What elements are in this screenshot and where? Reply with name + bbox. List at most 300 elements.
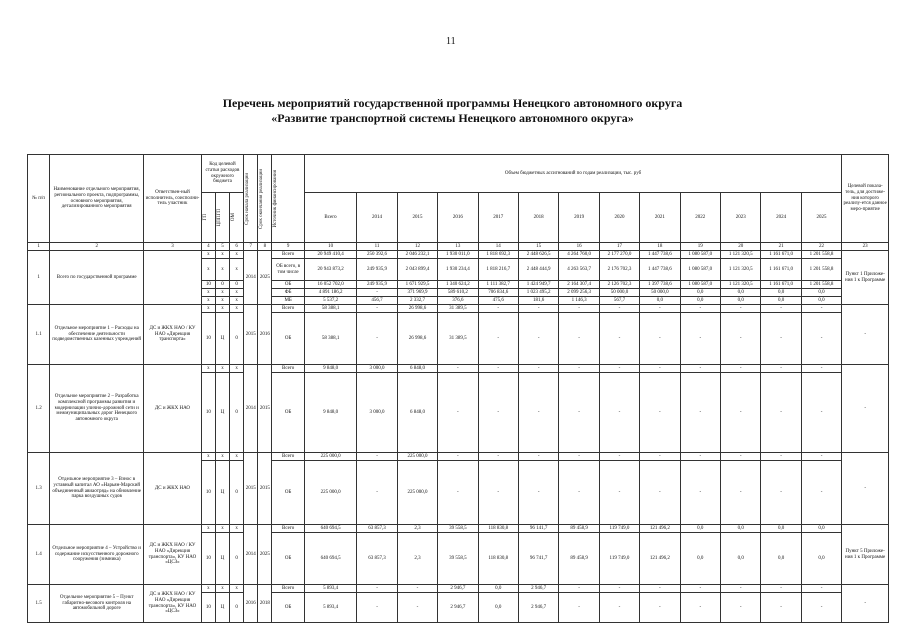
ppgp-code: х [215,297,229,305]
column-number: 23 [842,243,889,251]
year-value: 2 164 307,4 [559,281,599,289]
year-value: 2 126 702,3 [599,281,639,289]
executor: ДС и ЖКХ НАО [144,365,202,453]
gp-code: х [201,289,215,297]
year-value: 0,0 [478,585,518,593]
year-value: - [357,593,397,623]
funding-source: ОБ [272,281,304,289]
gp-code: 10 [201,593,215,623]
year-value: 2 448 444,9 [518,259,558,281]
year-value: 181,6 [518,297,558,305]
gp-code: х [201,297,215,305]
year-value: 0,0 [720,297,760,305]
year-value: - [680,585,720,593]
year-value: 0,0 [680,297,720,305]
year-value: - [518,365,558,373]
year-value: - [680,313,720,365]
year-value: - [720,585,760,593]
header-end: Срок окончания реализации [258,155,272,243]
target-indicator: - [842,305,889,365]
header-indicator: Целевой показа-тель, для достиже-ния которого реализу-ется данное меро-приятие [842,155,889,243]
year-value: 1 161 671,0 [761,251,801,259]
header-gp: ГП [201,193,215,243]
end-year: 2016 [258,305,272,365]
year-value: 1 080 587,0 [680,251,720,259]
column-number: 19 [680,243,720,251]
column-number: 6 [230,243,244,251]
year-value: 26 998,6 [397,305,437,313]
year-value: 0,0 [801,525,842,533]
start-year: 2016 [244,585,258,623]
year-value: 63 857,3 [357,533,397,585]
year-value: - [720,461,760,525]
header-year: 2017 [478,193,518,243]
ppgp-code: х [215,525,229,533]
year-value: - [801,305,842,313]
end-year: 2015 [258,365,272,453]
funding-source: ОБ [272,533,304,585]
end-year: 2025 [258,525,272,585]
header-year: 2023 [720,193,760,243]
year-value: - [680,461,720,525]
gp-code: х [201,305,215,313]
year-value: 1 340 624,2 [438,281,478,289]
year-value: - [397,585,437,593]
year-value: 1 080 587,0 [680,281,720,289]
total-value: 58 388,1 [304,313,357,365]
row-number: 1.1 [28,305,50,365]
year-value: - [761,585,801,593]
year-value: 250 392,6 [357,251,397,259]
total-value: 20 949 410,4 [304,251,357,259]
column-number: 5 [215,243,229,251]
year-value: 39 558,5 [438,525,478,533]
year-value: 1 161 671,0 [761,259,801,281]
year-value: - [761,461,801,525]
year-value: 63 857,3 [357,525,397,533]
executor: ДС и ЖКХ НАО / КУ НАО «Дирекция транспорта», КУ НАО «ЦСЗ» [144,585,202,623]
year-value: - [357,305,397,313]
year-value: 4 264 760,0 [559,251,599,259]
year-value: - [801,365,842,373]
year-value: - [397,593,437,623]
measure-row [28,453,889,461]
year-value: 589 610,2 [438,289,478,297]
year-value: 96 141,7 [518,525,558,533]
year-value: - [720,305,760,313]
year-value: - [720,365,760,373]
header-source: Источник финансирования [272,155,304,243]
funding-source: ОБ [272,461,304,525]
measure-row [28,305,889,313]
year-value: - [680,593,720,623]
year-value: - [801,593,842,623]
year-value: - [640,313,680,365]
total-value: 5 893,4 [304,585,357,593]
measure-name: Отдельное мероприятие 2 – Разработка комплексной программы развития и модернизации улично-дорожной сети и межмуниципальных дорог Ненецкого автономного округа [50,365,144,453]
header-year: 2024 [761,193,801,243]
ppgp-code: Ц [215,533,229,585]
year-value: - [720,373,760,453]
measure-name: Отдельное мероприятие 1 – Расходы на обеспечение деятельности подведомственных казенных учреждений [50,305,144,365]
year-value: 1 671 929,5 [397,281,437,289]
funding-source: Всего [272,525,304,533]
year-value: - [438,365,478,373]
header-year: 2021 [640,193,680,243]
total-value: 20 943 873,2 [304,259,357,281]
total-value: 9 848,0 [304,373,357,453]
year-value: 0,0 [761,533,801,585]
document-title-line-2: «Развитие транспортной системы Ненецкого автономного округа» [271,111,634,125]
year-value: - [478,313,518,365]
year-value: - [720,593,760,623]
gp-code: х [201,259,215,281]
total-value: 640 694,5 [304,533,357,585]
om-code: х [230,289,244,297]
total-value: 640 694,5 [304,525,357,533]
start-year: 2015 [244,453,258,525]
year-value: - [801,453,842,461]
year-value: - [640,373,680,453]
page-number: 11 [446,36,456,47]
year-value: - [599,365,639,373]
year-value: - [761,305,801,313]
column-number: 10 [304,243,357,251]
year-value: 1 930 011,0 [438,251,478,259]
ppgp-code: х [215,365,229,373]
year-value: 6 848,0 [397,373,437,453]
year-value: 121 496,2 [640,533,680,585]
year-value: - [599,585,639,593]
header-year: 2014 [357,193,397,243]
gp-code: 10 [201,533,215,585]
gp-code: х [201,585,215,593]
executor: ДС и ЖКХ НАО / КУ НАО «Дирекция транспорта» [144,305,202,365]
header-ppgp: ЦППГП [215,193,229,243]
gp-code: х [201,365,215,373]
total-value: 225 000,0 [304,461,357,525]
document-title-line-1: Перечень мероприятий государственной программы Ненецкого автономного округа [222,96,683,110]
year-value: - [761,373,801,453]
year-value: - [761,365,801,373]
total-value: 225 000,0 [304,453,357,461]
year-value: 2 046 232,1 [397,251,437,259]
year-value: 31 389,5 [438,313,478,365]
gp-code: 10 [201,313,215,365]
measures-table [27,154,889,623]
header-year: 2015 [397,193,437,243]
column-number: 15 [518,243,558,251]
column-number-row [28,243,889,251]
year-value: 1 080 587,0 [680,259,720,281]
year-value: - [478,373,518,453]
year-value: 249 935,9 [357,281,397,289]
year-value: 1 121 320,5 [720,259,760,281]
om-code: х [230,305,244,313]
year-value: 2 946,7 [438,593,478,623]
program-total-row [28,251,889,259]
year-value: 0,0 [680,525,720,533]
om-code: х [230,259,244,281]
year-value: - [640,305,680,313]
header-volume: Объем бюджетных ассигнований по годам реализации, тыс. руб [304,155,842,193]
column-number: 8 [258,243,272,251]
column-number: 11 [357,243,397,251]
year-value: - [640,461,680,525]
year-value: - [640,365,680,373]
year-value: 4 263 563,7 [559,259,599,281]
gp-code: 10 [201,281,215,289]
header-name: Наименование отдельного мероприятия, регионального проекта, подпрограммы, основного мероприятия, детализированного мероприятия [50,155,144,243]
header-year: 2018 [518,193,558,243]
om-code: х [230,365,244,373]
year-value: - [478,365,518,373]
executor: ДС и ЖКХ НАО / КУ НАО «Дирекция транспорта», КУ НАО «ЦСЗ» [144,525,202,585]
row-number: 1.3 [28,453,50,525]
year-value: 1 818 216,7 [478,259,518,281]
om-code: х [230,297,244,305]
column-number: 1 [28,243,50,251]
om-code: х [230,585,244,593]
year-value: - [518,313,558,365]
year-value: - [599,461,639,525]
year-value: 225 000,0 [397,461,437,525]
year-value: - [559,365,599,373]
year-value: - [559,453,599,461]
year-value: 0,0 [801,297,842,305]
gp-code: х [201,251,215,259]
target-indicator: Пункт 1 Приложе-ния 1 к Программе [842,251,889,305]
year-value: 371 969,9 [397,289,437,297]
target-indicator: - [842,365,889,453]
year-value: - [438,461,478,525]
gp-code: х [201,525,215,533]
year-value: 2 176 702,3 [599,259,639,281]
year-value: - [640,593,680,623]
om-code: х [230,251,244,259]
year-value: 706 834,6 [478,289,518,297]
header-total: Всего [304,193,357,243]
year-value: 1 201 558,8 [801,281,842,289]
header-year: 2016 [438,193,478,243]
column-number: 14 [478,243,518,251]
executor: ДС и ЖКХ НАО [144,453,202,525]
ppgp-code: х [215,251,229,259]
end-year: 2015 [258,453,272,525]
year-value: 2 099 256,3 [559,289,599,297]
year-value: - [761,453,801,461]
ppgp-code: х [215,289,229,297]
year-value: 249 935,9 [357,259,397,281]
column-number: 18 [640,243,680,251]
start-year: 2015 [244,305,258,365]
ppgp-code: 0 [215,281,229,289]
year-value: - [599,453,639,461]
year-value: 1 023 495,2 [518,289,558,297]
start-year: 2014 [244,365,258,453]
target-indicator: - [842,585,889,623]
om-code: х [230,453,244,461]
year-value: 6 848,0 [397,365,437,373]
funding-source: Всего [272,251,304,259]
year-value: - [559,373,599,453]
row-number: 1 [28,251,50,305]
year-value: 1 201 558,8 [801,259,842,281]
year-value: 0,0 [761,297,801,305]
row-number: 1.2 [28,365,50,453]
year-value: - [801,461,842,525]
year-value: - [599,593,639,623]
year-value: - [720,313,760,365]
end-year: 2025 [258,251,272,305]
funding-source: ОБ [272,373,304,453]
year-value: 0,0 [640,297,680,305]
year-value: - [357,313,397,365]
funding-source: ОБ [272,593,304,623]
year-value: - [599,373,639,453]
year-value: 0,0 [478,593,518,623]
target-indicator: Пункт 5 Приложе-ния 1 к Программе [842,525,889,585]
year-value: 2 946,7 [518,585,558,593]
column-number: 13 [438,243,478,251]
ppgp-code: Ц [215,313,229,365]
executor [144,251,202,305]
year-value: 3 000,0 [357,373,397,453]
ppgp-code: Ц [215,593,229,623]
year-value: - [680,305,720,313]
year-value: 1 397 738,6 [640,281,680,289]
year-value: 2,3 [397,533,437,585]
header-num: № п/п [28,155,50,243]
total-value: 4 891 186,2 [304,289,357,297]
year-value: 31 389,5 [438,305,478,313]
year-value: 0,0 [761,289,801,297]
start-year: 2014 [244,251,258,305]
year-value: 2 448 626,5 [518,251,558,259]
ppgp-code: х [215,305,229,313]
om-code: 0 [230,593,244,623]
year-value: 118 830,8 [478,533,518,585]
header-executor: Ответствен-ный исполнитель, соисполни-тель участник [144,155,202,243]
year-value: 0,0 [680,289,720,297]
year-value: 1 201 558,8 [801,251,842,259]
year-value: 1 146,3 [559,297,599,305]
funding-source: Всего [272,365,304,373]
year-value: 0,0 [801,533,842,585]
year-value: 1 111 382,7 [478,281,518,289]
year-value: 0,0 [720,533,760,585]
header-code: Код целевой статьи расходов окружного бюджета [201,155,243,193]
year-value: 0,0 [801,289,842,297]
header-year: 2022 [680,193,720,243]
year-value: - [559,305,599,313]
year-value: - [518,453,558,461]
header-row-1 [28,155,889,193]
column-number: 3 [144,243,202,251]
column-number: 20 [720,243,760,251]
year-value: 2 043 899,4 [397,259,437,281]
column-number: 16 [559,243,599,251]
year-value: 50 000,0 [640,289,680,297]
column-number: 4 [201,243,215,251]
year-value: - [357,453,397,461]
year-value: - [559,585,599,593]
column-number: 12 [397,243,437,251]
year-value: 119 749,0 [599,525,639,533]
year-value: - [640,585,680,593]
funding-source: ФБ [272,289,304,297]
funding-source: ОБ всего, в том числе [272,259,304,281]
year-value: - [518,461,558,525]
target-indicator: - [842,453,889,525]
total-value: 5 537,2 [304,297,357,305]
year-value: 1 447 738,6 [640,259,680,281]
year-value: 456,7 [357,297,397,305]
om-code: 0 [230,461,244,525]
year-value: 1 447 738,6 [640,251,680,259]
year-value: - [801,313,842,365]
year-value: 475,6 [478,297,518,305]
year-value: 1 818 692,3 [478,251,518,259]
year-value: - [720,453,760,461]
year-value: 39 558,5 [438,533,478,585]
year-value: - [680,373,720,453]
year-value: - [559,313,599,365]
funding-source: Всего [272,453,304,461]
year-value: - [599,305,639,313]
year-value: - [438,453,478,461]
year-value: - [518,305,558,313]
year-value: 3 000,0 [357,365,397,373]
column-number: 2 [50,243,144,251]
funding-source: ОБ [272,313,304,365]
header-om: ОМ [230,193,244,243]
total-value: 16 052 702,0 [304,281,357,289]
year-value: - [357,289,397,297]
column-number: 17 [599,243,639,251]
year-value: 0,0 [720,525,760,533]
year-value: 26 998,6 [397,313,437,365]
year-value: - [599,313,639,365]
ppgp-code: Ц [215,461,229,525]
table-body [28,155,889,623]
year-value: - [761,593,801,623]
year-value: - [478,453,518,461]
year-value: - [801,585,842,593]
ppgp-code: х [215,585,229,593]
gp-code: х [201,453,215,461]
header-year: 2020 [599,193,639,243]
measure-row [28,525,889,533]
om-code: х [230,525,244,533]
year-value: - [680,365,720,373]
total-value: 58 388,1 [304,305,357,313]
year-value: - [357,461,397,525]
year-value: - [438,373,478,453]
column-number: 21 [761,243,801,251]
year-value: - [478,461,518,525]
measure-row [28,585,889,593]
year-value: 2 332,7 [397,297,437,305]
year-value: 567,7 [599,297,639,305]
year-value: 225 000,0 [397,453,437,461]
column-number: 7 [244,243,258,251]
gp-code: 10 [201,461,215,525]
year-value: 2 177 270,0 [599,251,639,259]
gp-code: 10 [201,373,215,453]
header-year: 2025 [801,193,842,243]
year-value: - [559,593,599,623]
